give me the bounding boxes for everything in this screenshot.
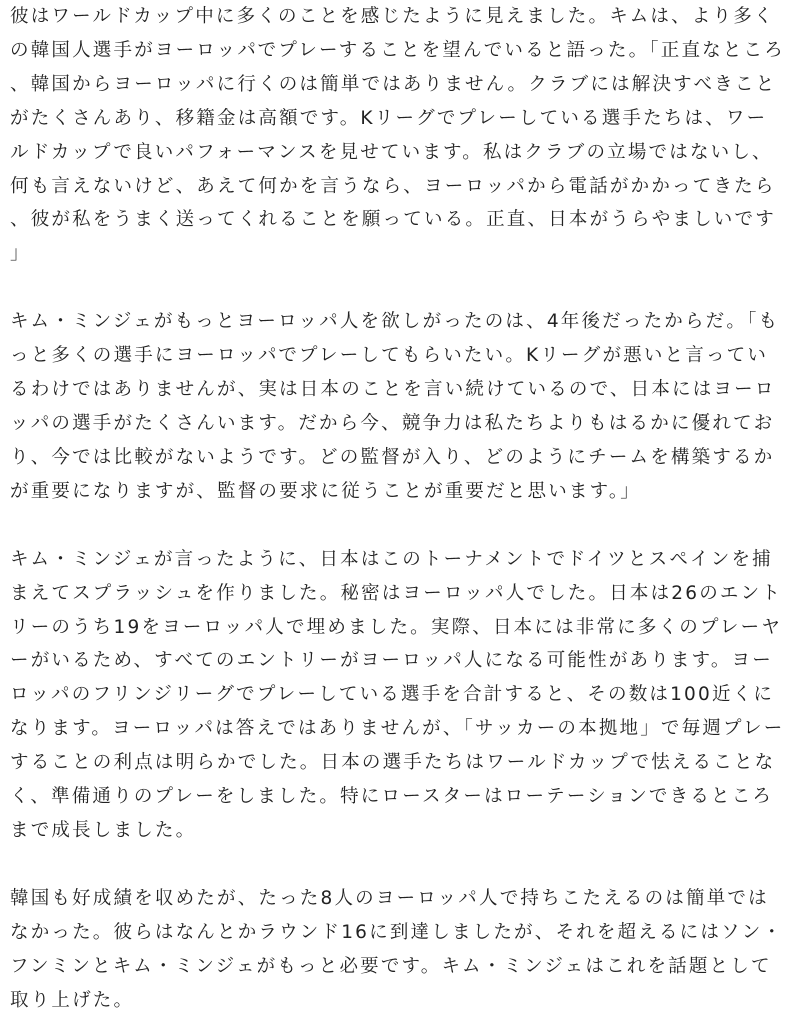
article-paragraph-2: キム・ミンジェがもっとヨーロッパ人を欲しがったのは、4年後だったからだ。「もっと多くの選手にヨーロッパでプレーしてもらいたい。Kリーグが悪いと言っているわけではありませんが、実は日本のことを言い続けているので、日本にはヨーロッパの選手がたくさんいます。だから今、競争力は私たちよりもはるかに優れており、今では比較がないようです。どの監督が入り、どのようにチームを構築するかが重要になりますが、監督の要求に従うことが重要だと思います。」 <box>10 311 780 502</box>
article-paragraph-3: キム・ミンジェが言ったように、日本はこのトーナメントでドイツとスペインを捕まえてスプラッシュを作りました。秘密はヨーロッパ人でした。日本は26のエントリーのうち19をヨーロッパ人で埋めました。実際、日本には非常に多くのプレーヤーがいるため、すべてのエントリーがヨーロッパ人になる可能性があります。ヨーロッパのフリンジリーグでプレーしている選手を合計すると、その数は100近くになります。ヨーロッパは答えではありませんが、「サッカーの本拠地」で毎週プレーすることの利点は明らかでした。日本の選手たちはワールドカップで怯えることなく、準備通りのプレーをしました。特にロースターはローテーションできるところまで成長しました。 <box>10 548 785 841</box>
article-paragraph-1: 彼はワールドカップ中に多くのことを感じたように見えました。キムは、より多くの韓国人選手がヨーロッパでプレーすることを望んでいると語った。「正直なところ、韓国からヨーロッパに行くのは簡単ではありません。クラブには解決すべきことがたくさんあり、移籍金は高額です。Kリーグでプレーしている選手たちは、ワールドカップで良いパフォーマンスを見せています。私はクラブの立場ではないし、何も言えないけど、あえて何かを言うなら、ヨーロッパから電話がかかってきたら、彼が私をうまく送ってくれることを願っている。正直、日本がうらやましいです」 <box>10 6 785 265</box>
article-body <box>10 0 785 1017</box>
article-paragraph-4: 韓国も好成績を収めたが、たった8人のヨーロッパ人で持ちこたえるのは簡単ではなかった。彼らはなんとかラウンド16に到達しましたが、それを超えるにはソン・フンミンとキム・ミンジェがもっと必要です。キム・ミンジェはこれを話題として取り上げた。 <box>10 887 784 1011</box>
